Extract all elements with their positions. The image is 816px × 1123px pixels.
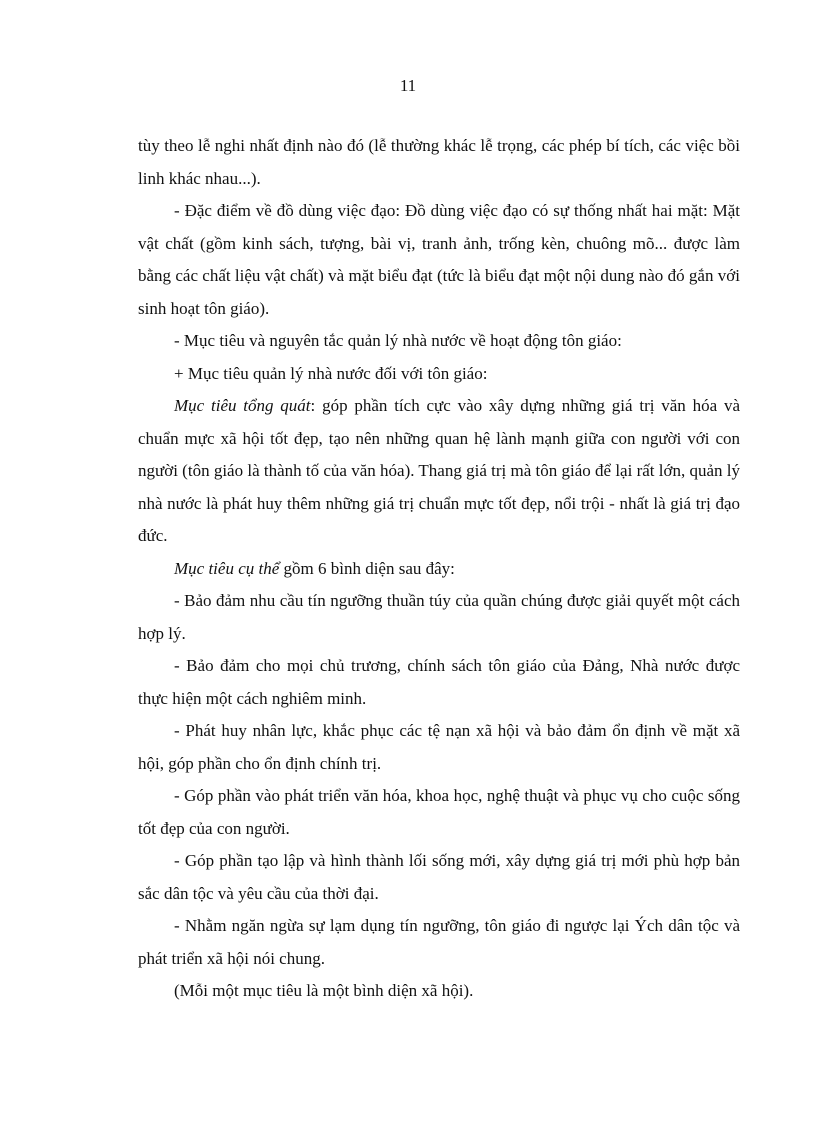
list-item-goal-2: - Bảo đảm cho mọi chủ trương, chính sách tôn giáo của Đảng, Nhà nước được thực hiện một cách nghiêm minh. (138, 656, 740, 708)
document-body (138, 130, 740, 1008)
list-item-goal-1: - Bảo đảm nhu cầu tín ngưỡng thuần túy của quần chúng được giải quyết một cách hợp lý. (138, 591, 740, 643)
specific-goal-label: Mục tiêu cụ thể (174, 558, 280, 578)
paragraph-goal-heading: + Mục tiêu quản lý nhà nước đối với tôn giáo: (174, 363, 488, 383)
specific-goal-text: gồm 6 bình diện sau đây: (279, 558, 455, 578)
paragraph-ritual-objects: - Đặc điểm về đồ dùng việc đạo: Đồ dùng việc đạo có sự thống nhất hai mặt: Mặt vật chất (gồm kinh sách, tượng, bài vị, tranh ảnh, trống kèn, chuông mõ... được làm bằng các chất liệu vật chất) và mặt biểu đạt (tức là biểu đạt một nội dung nào đó gắn với sinh hoạt tôn giáo). (138, 201, 740, 318)
general-goal-label: Mục tiêu tổng quát (174, 396, 311, 415)
list-item-goal-5: - Góp phần tạo lập và hình thành lối sống mới, xây dựng giá trị mới phù hợp bản sắc dân tộc và yêu cầu của thời đại. (138, 851, 740, 903)
list-item-goal-3: - Phát huy nhân lực, khắc phục các tệ nạn xã hội và bảo đảm ổn định về mặt xã hội, góp phần cho ổn định chính trị. (138, 721, 740, 773)
paragraph-note: (Mỗi một mục tiêu là một bình diện xã hội). (174, 981, 474, 1000)
paragraph-management-goals: - Mục tiêu và nguyên tắc quản lý nhà nước về hoạt động tôn giáo: (174, 331, 622, 350)
page-number: 11 (399, 76, 417, 95)
paragraph-continuation: tùy theo lễ nghi nhất định nào đó (lễ thường khác lễ trọng, các phép bí tích, các việc bồi linh khác nhau...). (138, 136, 740, 188)
list-item-goal-4: - Góp phần vào phát triển văn hóa, khoa học, nghệ thuật và phục vụ cho cuộc sống tốt đẹp của con người. (138, 786, 740, 838)
paragraph-general-goal (138, 390, 740, 553)
list-item-goal-6: - Nhằm ngăn ngừa sự lạm dụng tín ngưỡng, tôn giáo đi ngược lại Ých dân tộc và phát triển xã hội nói chung. (138, 916, 740, 968)
general-goal-text: : góp phần tích cực vào xây dựng những giá trị văn hóa và chuẩn mực xã hội tốt đẹp, tạo nên những quan hệ lành mạnh giữa con người với con người (tôn giáo là thành tố của văn hóa). Thang giá trị mà tôn giáo để lại rất lớn, quản lý nhà nước là phát huy thêm những giá trị chuẩn mực tốt đẹp, nổi trội - nhất là giá trị đạo đức. (138, 396, 740, 545)
paragraph-specific-goal (138, 553, 740, 586)
